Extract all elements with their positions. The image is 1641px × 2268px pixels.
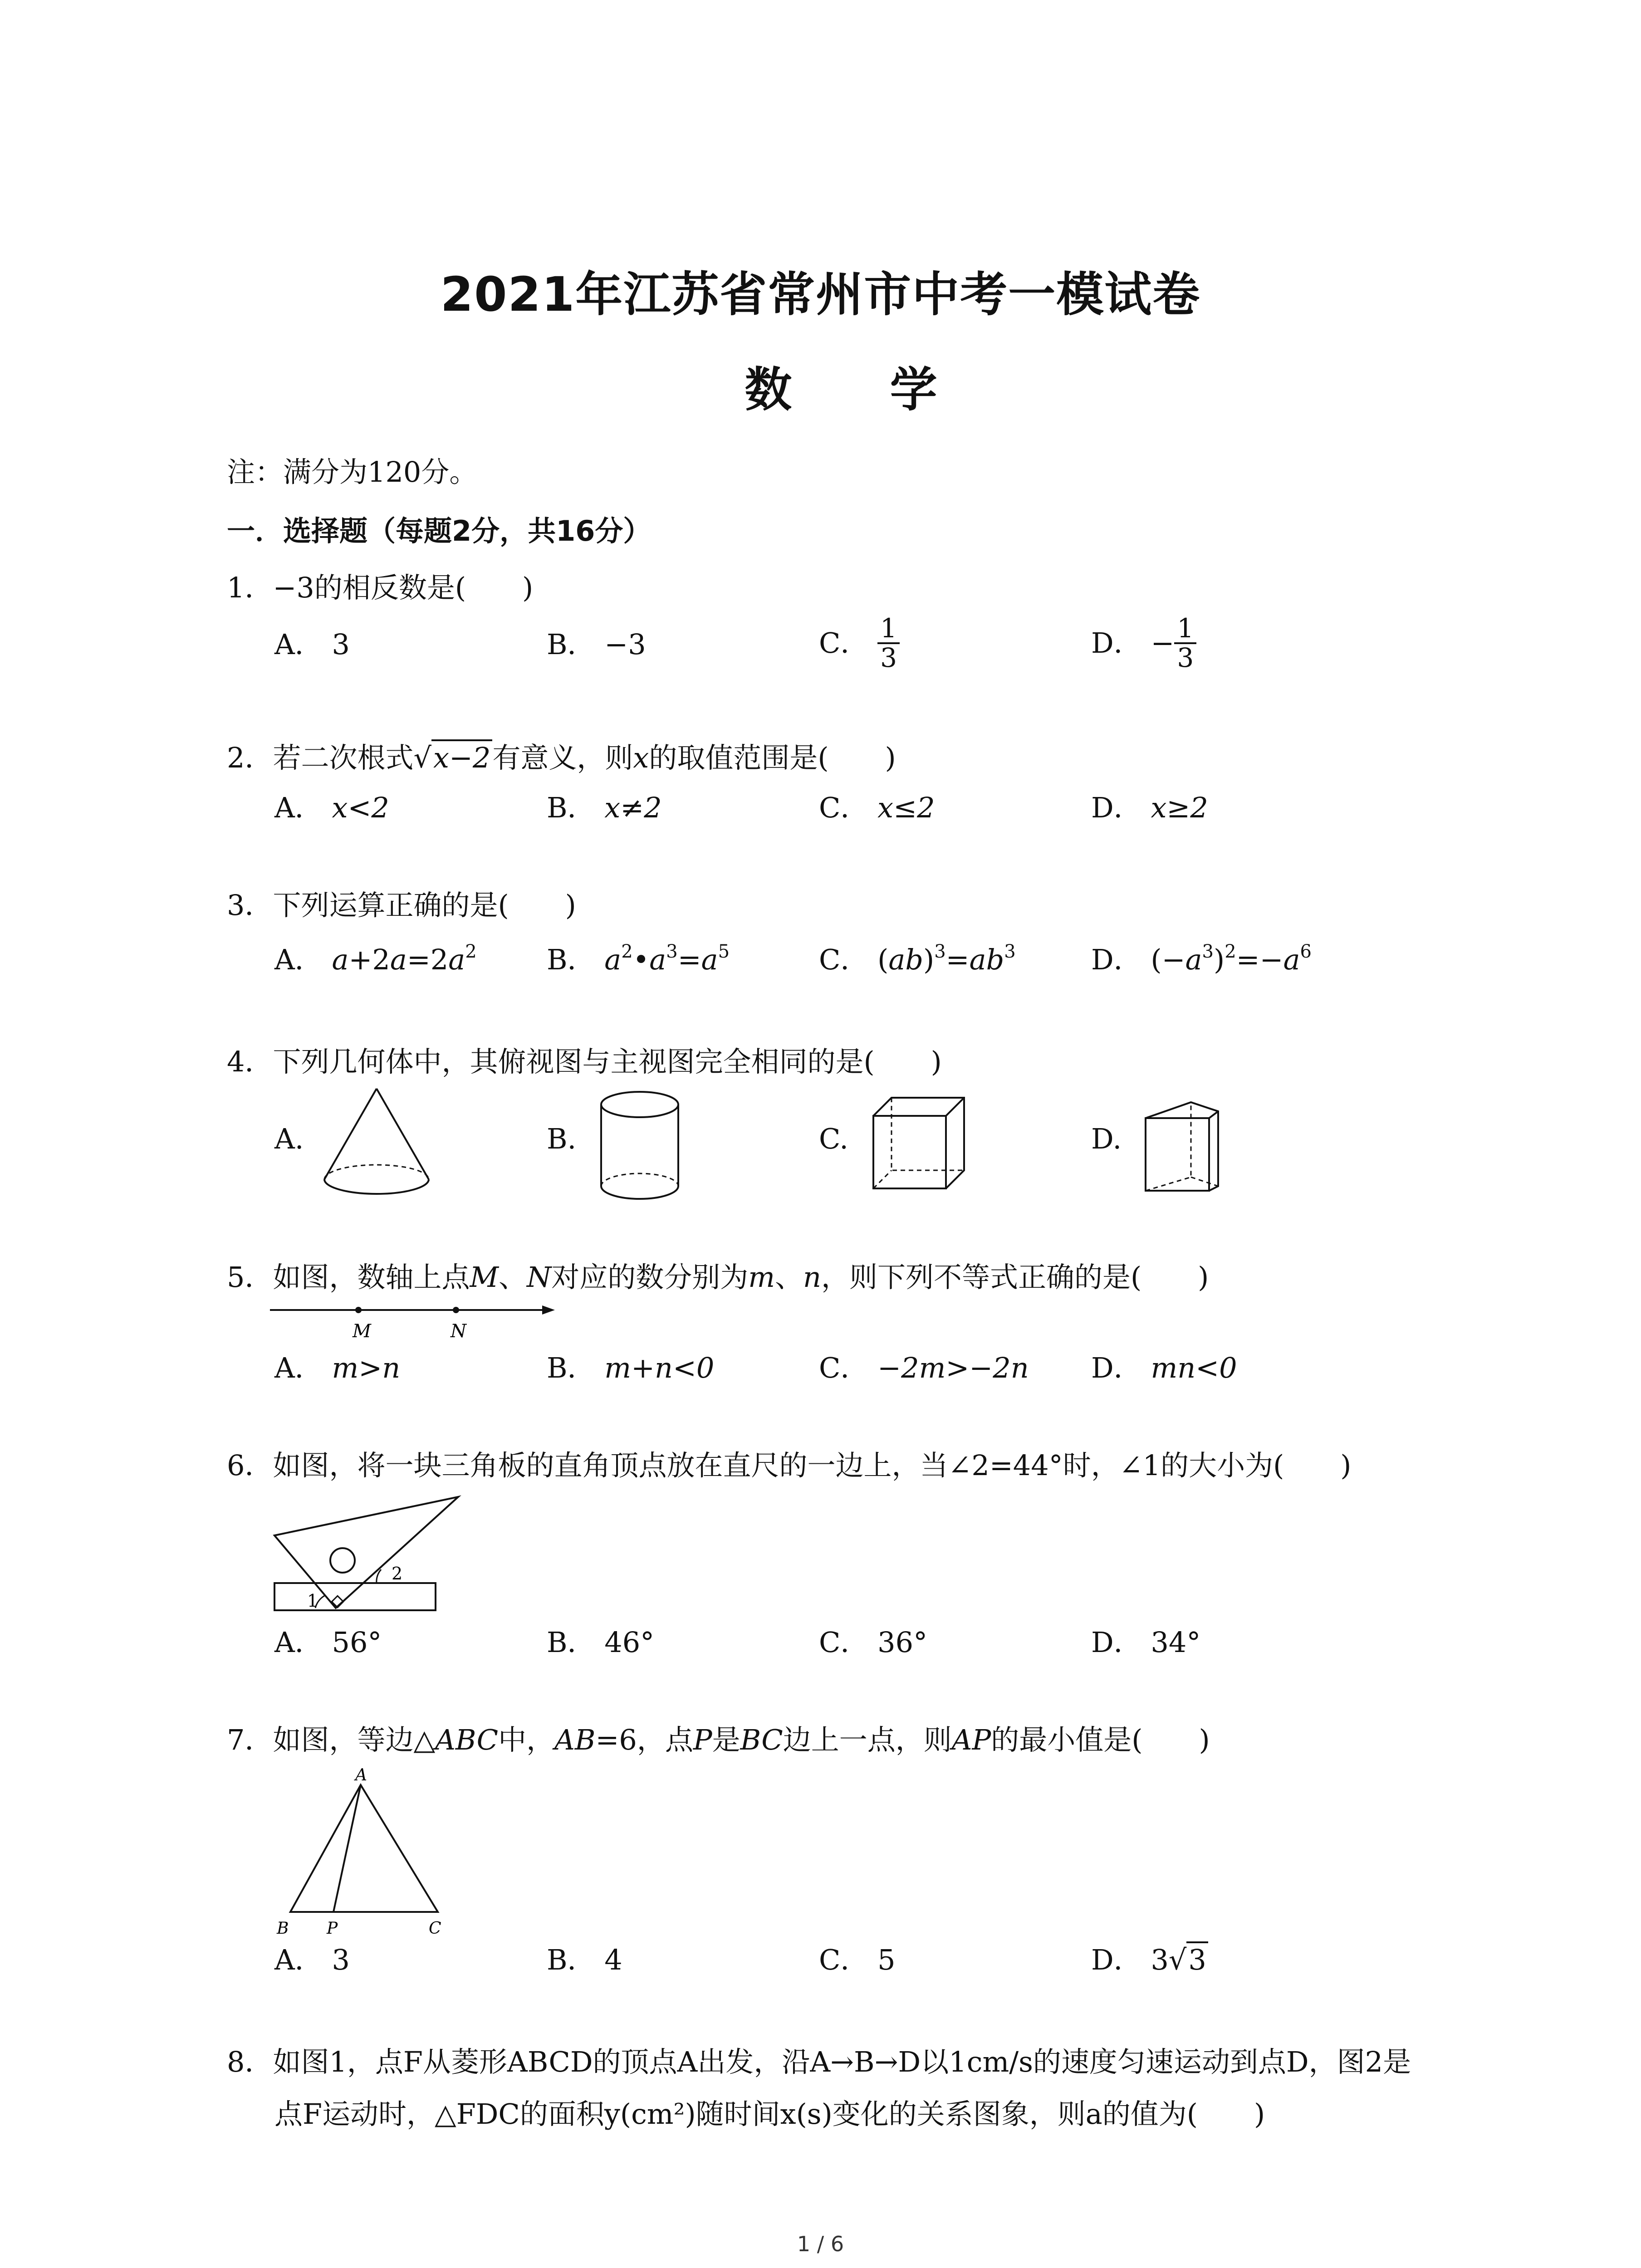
square-root: √x−2: [413, 744, 492, 772]
question-4: 4．下列几何体中，其俯视图与主视图完全相同的是( ): [227, 1045, 942, 1078]
label-m: M: [353, 1321, 371, 1342]
q1-option-d: D． − $\frac{1}{3}$: [1091, 615, 1196, 672]
angle-2-label: 2: [392, 1564, 403, 1584]
q3-option-d: D． $(-a^3)^2=-a^6$: [1091, 941, 1312, 976]
q6-option-c: C． 36°: [819, 1626, 928, 1659]
subject-title: 数 学: [745, 362, 978, 417]
cylinder-figure: [594, 1089, 685, 1207]
q5-option-a: A． m>n: [274, 1351, 401, 1384]
page-title: 2021年江苏省常州市中考一模试卷: [440, 267, 1201, 322]
q5-option-b: B． m+n<0: [547, 1351, 715, 1384]
q4-option-c: C.: [819, 1122, 848, 1155]
q7-option-c: C． 5: [819, 1943, 896, 1976]
question-2: 2．若二次根式√x−2有意义，则x的取值范围是( ): [227, 744, 896, 772]
question-5: 5．如图，数轴上点M、N对应的数分别为m、n，则下列不等式正确的是( ): [227, 1261, 1209, 1294]
question-8-line-1: 8．如图1，点F从菱形ABCD的顶点A出发，沿A→B→D以1cm/s的速度匀速运动到点D，图2是: [227, 2045, 1411, 2078]
q7-option-b: B． 4: [547, 1943, 622, 1976]
question-stem: −3的相反数是( ): [273, 571, 534, 604]
score-note: 注：满分为120分。: [227, 455, 478, 489]
q2-option-b: B． x≠2: [547, 791, 662, 824]
vertex-a-label: A: [355, 1766, 367, 1784]
vertex-b-label: B: [277, 1919, 289, 1938]
q7-option-d: D． 3√3: [1091, 1946, 1208, 1974]
vertex-c-label: C: [429, 1919, 441, 1938]
prism-figure: [1141, 1098, 1232, 1198]
q3-option-c: C． $(ab)^3=ab^3$: [819, 941, 1016, 976]
set-square-ruler-figure: [270, 1492, 465, 1619]
q2-option-c: C． x≤2: [819, 791, 935, 824]
q1-option-b: B． −3: [547, 628, 646, 661]
fraction: $\frac{1}{3}$: [877, 615, 900, 672]
q4-option-b: B.: [547, 1122, 577, 1155]
point-p-label: P: [327, 1919, 338, 1938]
page-number: 1 / 6: [797, 2232, 844, 2256]
q1-option-c: C． $\frac{1}{3}$: [819, 615, 900, 672]
q6-option-d: D． 34°: [1091, 1626, 1201, 1659]
cube-figure: [869, 1093, 973, 1198]
q3-option-b: B． $a^2•a^3=a^5$: [547, 941, 730, 976]
q2-option-d: D． x≥2: [1091, 791, 1208, 824]
question-8-line-2: 点F运动时，△FDC的面积y(cm²)随时间x(s)变化的关系图象，则a的值为( ): [274, 2097, 1265, 2131]
q5-option-d: D． mn<0: [1091, 1351, 1237, 1384]
angle-1-label: 1: [307, 1591, 318, 1611]
q1-option-a: A． 3: [274, 628, 350, 661]
fraction: $\frac{1}{3}$: [1174, 615, 1196, 672]
number-line-figure: [270, 1302, 565, 1343]
q3-option-a: A． $a+2a=2a^2$: [274, 941, 477, 976]
square-root: √3: [1169, 1946, 1208, 1974]
q5-option-c: C． −2m>−2n: [819, 1351, 1029, 1384]
section-heading: 一．选择题（每题2分，共16分）: [227, 514, 652, 547]
q6-option-b: B． 46°: [547, 1626, 655, 1659]
question-number: 1．: [227, 571, 273, 604]
question-3: 3．下列运算正确的是( ): [227, 889, 576, 922]
q4-option-a: A.: [274, 1122, 304, 1155]
question-1: [227, 571, 534, 604]
q2-option-a: A． x<2: [274, 791, 389, 824]
question-6: 6．如图，将一块三角板的直角顶点放在直尺的一边上，当∠2=44°时，∠1的大小为( ): [227, 1449, 1352, 1482]
label-n: N: [451, 1321, 466, 1342]
q7-option-a: A． 3: [274, 1943, 350, 1976]
equilateral-triangle-figure: [270, 1767, 460, 1939]
cone-figure: [318, 1084, 436, 1202]
q4-option-d: D.: [1091, 1122, 1122, 1155]
question-7: 7．如图，等边△ABC中，AB=6，点P是BC边上一点，则AP的最小值是( ): [227, 1723, 1210, 1756]
q6-option-a: A． 56°: [274, 1626, 382, 1659]
